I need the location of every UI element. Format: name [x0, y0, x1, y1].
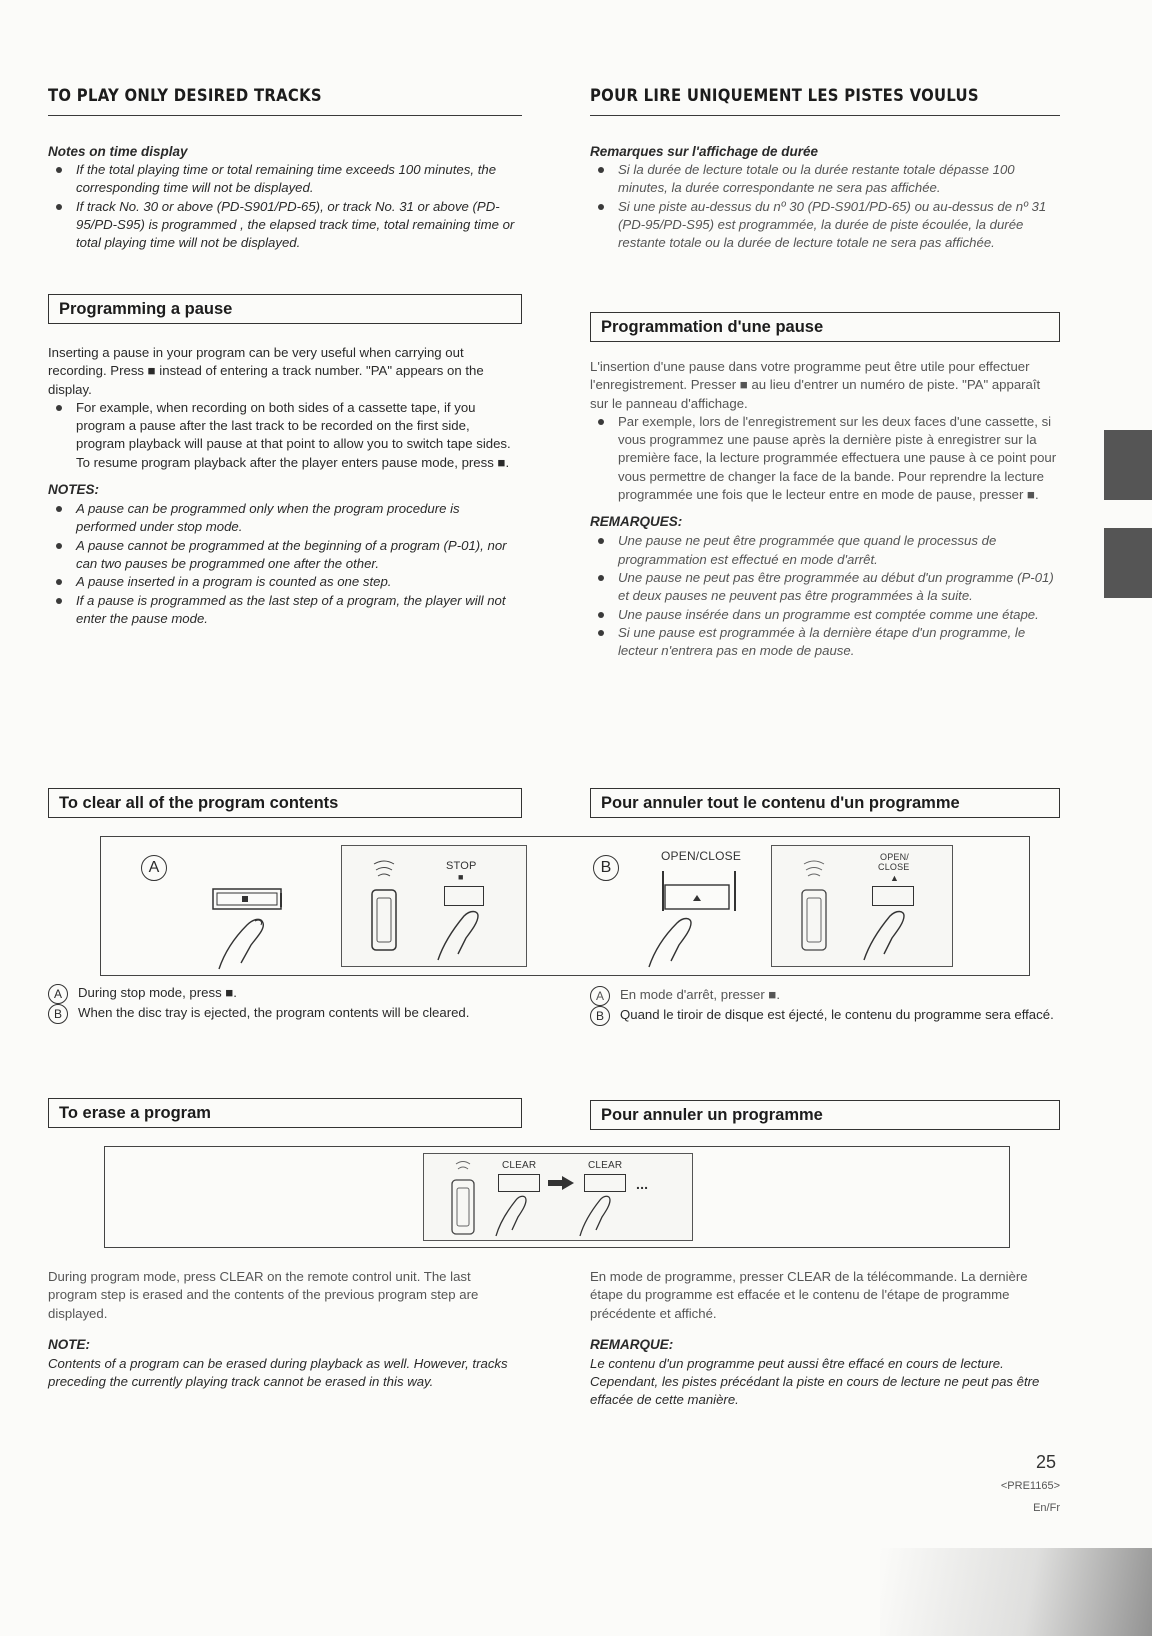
right-erase-title: Pour annuler un programme	[590, 1100, 1060, 1130]
left-time-notes-heading: Notes on time display	[48, 144, 188, 159]
erase-remote-panel	[423, 1153, 693, 1241]
list-item: A pause cannot be programmed at the beginning of a program (P-01), nor can two pauses be programmed one after the other.	[48, 537, 522, 574]
list-item: Une pause ne peut être programmée que quand le processus de programmation est effectué en mode d'arrêt.	[590, 532, 1060, 569]
right-pause-intro: L'insertion d'une pause dans votre programme peut être utile pour effectuer l'enregistrement. Presser ■ au lieu d'entrer un numéro de piste. "PA" apparaît sur le panneau d'affichage.	[590, 359, 1041, 411]
list-item: A pause can be programmed only when the program procedure is performed under stop mode.	[48, 500, 522, 537]
remote-stop-panel	[341, 845, 527, 967]
caption-mark-a: A	[590, 986, 610, 1006]
left-pause-notes-heading: NOTES:	[48, 482, 100, 498]
stop-label: STOP	[446, 860, 477, 872]
right-arrow-icon	[548, 1176, 574, 1190]
left-pause-body	[48, 344, 522, 628]
list-item: If the total playing time or total remaining time exceeds 100 minutes, the corresponding time will not be displayed.	[48, 161, 522, 198]
caption-item	[590, 1006, 1060, 1024]
pointing-finger-icon	[858, 902, 918, 966]
ellipsis: ...	[636, 1176, 649, 1192]
list-item: Une pause insérée dans un programme est comptée comme une étape.	[590, 606, 1060, 624]
left-pause-intro: Inserting a pause in your program can be very useful when carrying out recording. Press ■ instead of entering a track number. "PA" appears on the display.	[48, 345, 484, 397]
list-item: If a pause is programmed as the last step of a program, the player will not enter the pause mode.	[48, 592, 522, 629]
right-pause-body	[590, 358, 1060, 660]
erase-figure-frame	[104, 1146, 1010, 1248]
left-pause-title: Programming a pause	[48, 294, 522, 324]
close-label: CLOSE	[878, 862, 910, 872]
clear-figure-frame	[100, 836, 1030, 976]
pointing-finger-icon	[574, 1188, 624, 1240]
right-clear-title: Pour annuler tout le contenu d'un programme	[590, 788, 1060, 818]
eject-symbol: ▲	[890, 873, 900, 883]
figure-mark-b: B	[593, 855, 619, 881]
remote-control-icon	[794, 856, 834, 956]
edge-tab-marker	[1104, 430, 1152, 500]
pointing-finger-icon	[211, 907, 281, 977]
list-item: Si une piste au-dessus du nº 30 (PD-S901/PD-65) ou au-dessus de nº 31 (PD-95/PD-S95) est programmée, la durée de piste écoulée, la durée restante totale ou la durée de lecture totale ne sera pas affichée.	[590, 198, 1060, 253]
list-item: For example, when recording on both sides of a cassette tape, if you program a pause after the last track to be recorded on the first side, program playback will pause at that point to allow you to switch tape sides. To resume program playback after the player enters pause mode, press ■.	[48, 399, 522, 472]
page-number: 25	[1036, 1452, 1057, 1472]
list-item: Si une pause est programmée à la dernière étape d'un programme, le lecteur n'entrera pas en mode de pause.	[590, 624, 1060, 661]
left-erase-title: To erase a program	[48, 1098, 522, 1128]
caption-mark-b: B	[590, 1006, 610, 1026]
pointing-finger-icon	[490, 1188, 540, 1240]
right-pause-title: Programmation d'une pause	[590, 312, 1060, 342]
left-main-title: TO PLAY ONLY DESIRED TRACKS	[48, 86, 522, 116]
caption-mark-b: B	[48, 1004, 68, 1024]
right-time-notes-heading: Remarques sur l'affichage de durée	[590, 144, 819, 159]
right-erase-note: Le contenu d'un programme peut aussi être effacé en cours de lecture. Cependant, les pistes précédant la piste en cours de lecture ne peut pas être effacée de cette manière.	[590, 1355, 1040, 1408]
open-label: OPEN/	[880, 852, 910, 862]
remote-control-icon	[364, 856, 404, 956]
caption-text: When the disc tray is ejected, the program contents will be cleared.	[78, 1005, 470, 1021]
left-clear-title: To clear all of the program contents	[48, 788, 522, 818]
caption-text: Quand le tiroir de disque est éjecté, le contenu du programme sera effacé.	[620, 1007, 1054, 1023]
list-item: Si la durée de lecture totale ou la durée restante totale dépasse 100 minutes, la durée correspondante ne sera pas affichée.	[590, 161, 1060, 198]
clear-label-2: CLEAR	[588, 1160, 623, 1171]
remote-control-icon	[446, 1158, 480, 1238]
language-code: En/Fr	[1033, 1502, 1060, 1514]
left-erase-note: Contents of a program can be erased during playback as well. However, tracks preceding the currently playing track cannot be erased in this way.	[48, 1355, 508, 1390]
remote-open-close-panel	[771, 845, 953, 967]
list-item: Par exemple, lors de l'enregistrement sur les deux faces d'une cassette, si vous programmez une pause après la dernière piste à enregistrer sur la première face, la lecture programmée effectuera une pause à ce point pour vous permettre de changer la face de la bande. Pour reprendre la lecture programmée une fois que le lecteur entre en mode de pause, presser ■.	[590, 413, 1060, 504]
left-time-notes	[48, 144, 522, 252]
left-erase-text: During program mode, press CLEAR on the remote control unit. The last program step is erased and the contents of the previous program step are displayed.	[48, 1269, 479, 1321]
list-item: If track No. 30 or above (PD-S901/PD-65), or track No. 31 or above (PD-95/PD-S95) is programmed , the elapsed track time, total remaining time or total playing time will not be displayed.	[48, 198, 522, 253]
left-erase-body	[48, 1268, 522, 1391]
caption-text: En mode d'arrêt, presser ■.	[620, 987, 781, 1002]
right-main-title: POUR LIRE UNIQUEMENT LES PISTES VOULUS	[590, 86, 1060, 116]
list-item: A pause inserted in a program is counted as one step.	[48, 573, 522, 591]
caption-item	[48, 984, 522, 1002]
open-close-label: OPEN/CLOSE	[661, 849, 742, 863]
pointing-finger-icon	[432, 902, 492, 966]
document-code: <PRE1165>	[1000, 1480, 1060, 1492]
pointing-finger-icon	[641, 907, 711, 973]
clear-label-1: CLEAR	[502, 1160, 537, 1171]
right-erase-body	[590, 1268, 1060, 1410]
left-clear-captions	[48, 984, 522, 1023]
figure-mark-a: A	[141, 855, 167, 881]
right-erase-note-heading: REMARQUE:	[590, 1336, 674, 1352]
edge-tab-marker	[1104, 528, 1152, 598]
stop-symbol: ■	[458, 872, 464, 882]
right-erase-text: En mode de programme, presser CLEAR de la télécommande. La dernière étape du programme est effacée et le contenu de l'étape de programme précédente et affiché.	[590, 1269, 1028, 1321]
right-time-notes	[590, 144, 1060, 252]
caption-text: During stop mode, press ■.	[78, 985, 237, 1000]
scan-shadow	[880, 1548, 1152, 1636]
right-pause-notes-heading: REMARQUES:	[590, 514, 683, 530]
list-item: Une pause ne peut pas être programmée au début d'un programme (P-01) et deux pauses ne peuvent pas être programmées à la suite.	[590, 569, 1060, 606]
caption-item	[48, 1004, 522, 1022]
caption-mark-a: A	[48, 984, 68, 1004]
left-erase-note-heading: NOTE:	[48, 1336, 90, 1352]
right-clear-captions	[590, 986, 1060, 1025]
caption-item	[590, 986, 1060, 1004]
